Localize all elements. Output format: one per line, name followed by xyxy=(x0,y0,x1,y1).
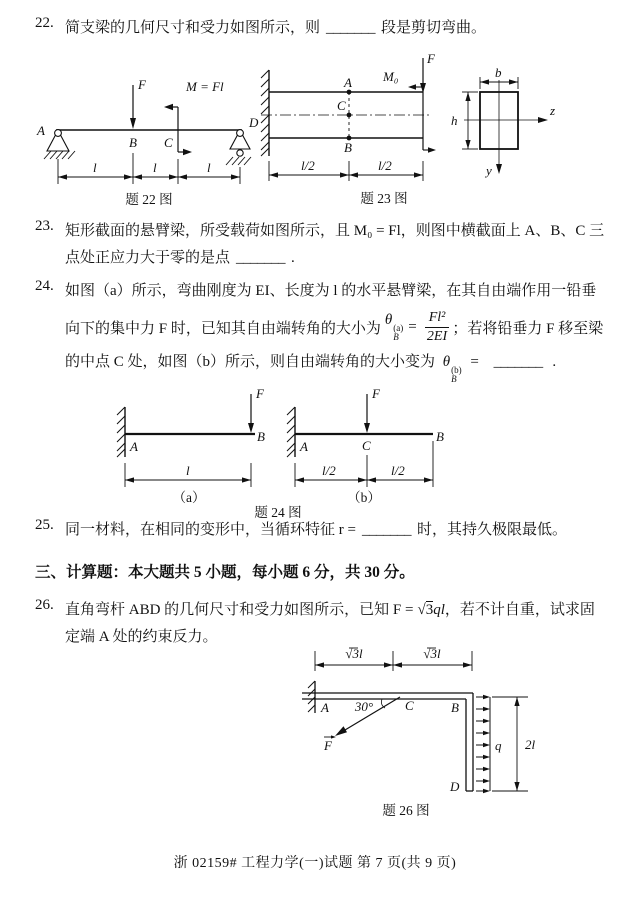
q26-line2: 定端 A 处的约束反力。 xyxy=(65,629,218,645)
q22-text-post: 段是剪切弯曲。 xyxy=(381,20,487,36)
fig26-force-label: F xyxy=(324,738,332,753)
theta-symbol: θ xyxy=(442,354,451,370)
fig26-top-dimensions xyxy=(315,648,472,671)
question-24 xyxy=(35,278,605,384)
fig26-point-D: D xyxy=(450,779,460,794)
radicand: 3 xyxy=(425,602,434,618)
fig22-point-B: B xyxy=(129,135,137,150)
fig22-dim1: l xyxy=(93,160,97,175)
theta-superscript-b: (b) xyxy=(451,365,462,375)
fraction-numerator: Fl² xyxy=(425,309,450,328)
fig26-caption: 题 26 图 xyxy=(382,803,430,818)
fig23-point-C: C xyxy=(337,98,346,113)
theta-subscript-B: B xyxy=(451,374,457,384)
equals-sign: = xyxy=(470,354,479,370)
question-22 xyxy=(35,15,605,42)
equals-sign: = xyxy=(408,318,417,335)
b-dimension-label: b xyxy=(495,65,502,80)
roller-support-D xyxy=(226,130,251,165)
fig24a-point-B: B xyxy=(257,429,265,444)
fig22-simply-supported-beam xyxy=(28,55,263,210)
force-F-24b xyxy=(364,394,370,433)
question-25 xyxy=(35,517,605,544)
fig26-point-C: C xyxy=(405,698,414,713)
fig24b-point-A: A xyxy=(300,439,308,454)
fig26-dim-top1: √3l xyxy=(345,646,363,661)
fig23-cantilever-beam xyxy=(253,48,438,208)
fig23-point-B: B xyxy=(344,140,352,155)
wall-23 xyxy=(261,70,269,156)
fig22-point-C: C xyxy=(164,135,173,150)
theta-a-term xyxy=(385,312,403,342)
fraction-Fl2-2EI xyxy=(425,309,450,345)
question-23 xyxy=(35,218,605,272)
q23-answer-blank: _______ xyxy=(236,250,286,266)
force-F-24a xyxy=(248,394,254,433)
q22-text-pre: 简支梁的几何尺寸和受力如图所示，则 xyxy=(65,20,321,36)
fig23-cross-section xyxy=(440,52,590,187)
fig24b-point-C: C xyxy=(362,438,371,453)
q23-line2 xyxy=(65,245,605,272)
point-A-dot xyxy=(347,90,352,95)
q24-line3-pre: 的中点 C 处，如图（b）所示，则自由端转角的大小变为 xyxy=(65,354,436,370)
theta-b-term xyxy=(442,354,462,384)
q26-line1 xyxy=(65,597,605,624)
fig24b-dim2: l/2 xyxy=(391,463,405,478)
q25-text-pre: 同一材料，在相同的变形中，当循环特征 r = xyxy=(65,522,356,538)
fig24a xyxy=(117,386,265,505)
fig22-moment-label: M = Fl xyxy=(186,79,224,94)
fig24b-tag: （b） xyxy=(347,490,381,505)
q24-line3-post: . xyxy=(552,354,557,370)
fig22-dim2: l xyxy=(153,160,157,175)
fig23-point-A: A xyxy=(344,75,352,90)
y-axis xyxy=(496,80,502,174)
fig23-dim2: l/2 xyxy=(378,158,392,173)
fig23-caption: 题 23 图 xyxy=(360,191,408,206)
q26-text-pre: 直角弯杆 ABD 的几何尺寸和受力如图所示，已知 F = xyxy=(65,602,414,618)
fig26-load-label: q xyxy=(495,738,502,753)
fig22-point-A: A xyxy=(37,123,45,138)
fig22-dimensions xyxy=(58,153,240,184)
q25-answer-blank: _______ xyxy=(361,522,411,538)
fig24a-dim: l xyxy=(186,463,190,478)
q25-line xyxy=(65,517,605,544)
theta-symbol: θ xyxy=(384,312,393,328)
wall-26 xyxy=(308,681,315,713)
q25-text-post: 时，其持久极限最低。 xyxy=(416,522,567,538)
q24-text-post: ；若将铅垂力 F 移至梁 xyxy=(452,320,604,337)
fig26-dim-right: 2l xyxy=(525,737,536,752)
fig24a-point-A: A xyxy=(130,439,138,454)
q23-text-post: . xyxy=(291,250,295,266)
question-26-number: 26. xyxy=(35,597,54,613)
sqrt-expression xyxy=(417,602,433,618)
q26-text-post: ，若不计自重，试求固 xyxy=(444,602,595,618)
fig22-caption: 题 22 图 xyxy=(125,192,173,207)
fig26-point-A: A xyxy=(321,700,329,715)
theta-superscript-a: (a) xyxy=(393,323,404,333)
fig26-dim-top2: √3l xyxy=(423,646,441,661)
q23-text-pre: 点处正应力大于零的是点 xyxy=(65,250,231,266)
z-axis xyxy=(464,117,548,123)
fig24b xyxy=(287,386,444,505)
fig26-point-B: B xyxy=(451,700,459,715)
fraction-denominator: 2EI xyxy=(426,328,448,344)
fig24b-point-B: B xyxy=(436,429,444,444)
fig24a-force-label: F xyxy=(256,386,264,401)
q24-line2-formula xyxy=(65,305,605,349)
question-23-number: 23. xyxy=(35,218,54,234)
fig23-moment-label: M₀ xyxy=(383,69,399,84)
h-dimension-label: h xyxy=(451,113,458,128)
y-axis-label: y xyxy=(486,163,492,178)
z-axis-label: z xyxy=(550,103,556,118)
q24-line1: 如图（a）所示，弯曲刚度为 EI、长度为 l 的水平悬臂梁，在其自由端作用一铅垂 xyxy=(65,283,597,299)
fig24b-force-label: F xyxy=(372,386,380,401)
fig24-caption: 题 24 图 xyxy=(254,505,302,519)
fig26-angle-label: 30° xyxy=(354,699,374,714)
ql-term: ql xyxy=(433,602,445,618)
question-22-number: 22. xyxy=(35,15,54,31)
fig24a-tag: （a） xyxy=(172,490,206,505)
fig23-force-label: F xyxy=(427,51,435,66)
fig26-bent-bar xyxy=(288,641,553,819)
point-C-dot xyxy=(347,113,352,118)
section-3-heading: 三、计算题：本大题共 5 小题，每小题 6 分，共 30 分。 xyxy=(35,564,415,581)
fig22-point-D: D xyxy=(249,115,259,130)
h-dimension xyxy=(462,92,478,149)
q24-answer-blank: _______ xyxy=(493,354,543,370)
question-24-number: 24. xyxy=(35,278,54,294)
q22-answer-blank: _______ xyxy=(326,20,376,36)
question-22-text xyxy=(65,15,605,42)
fig22-dim3: l xyxy=(207,160,211,175)
wall-24b xyxy=(287,407,295,457)
radical-sign: √ xyxy=(417,602,426,618)
fig23-dimensions xyxy=(269,161,423,181)
beam-23 xyxy=(261,92,431,138)
force-F-arrow-22 xyxy=(130,85,136,129)
question-25-number: 25. xyxy=(35,517,54,533)
pin-support-A xyxy=(44,130,75,159)
fig22-force-label: F xyxy=(138,77,146,92)
page-footer: 浙 02159# 工程力学(一)试题 第 7 页(共 9 页) xyxy=(173,856,457,871)
fig23-dim1: l/2 xyxy=(301,158,315,173)
distributed-load-q xyxy=(476,695,490,793)
fig24b-dim1: l/2 xyxy=(322,463,336,478)
q24-text-pre: 向下的集中力 F 时，已知其自由端转角的大小为 xyxy=(65,320,381,337)
q23-line1: 矩形截面的悬臂梁，所受载荷如图所示，且 M₀ = Fl，则图中横截面上 A、B、C 三 xyxy=(65,223,605,239)
wall-24a xyxy=(117,407,125,457)
fig24-cantilevers xyxy=(100,377,445,519)
theta-subscript-B: B xyxy=(393,332,399,342)
